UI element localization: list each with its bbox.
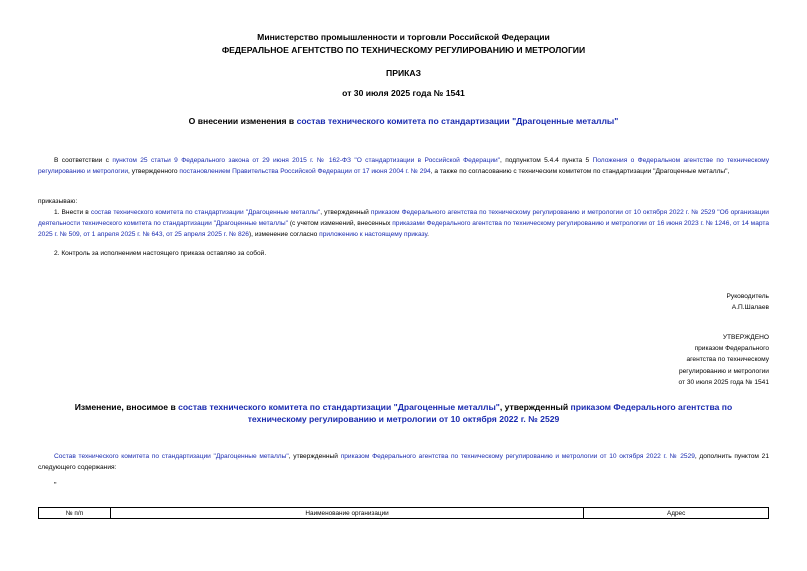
ministry-title: Министерство промышленности и торговли Российской Федерации bbox=[257, 32, 550, 42]
annex-link[interactable]: приложению к настоящему приказу bbox=[319, 231, 428, 239]
annex-title bbox=[60, 402, 747, 425]
amending-orders-link[interactable]: приказами Федерального агентства по техническому регулированию и метрологии от 16 июня 2023 г. № 1246, от 14 марта 2025 г. № 509, от 1 апреля 2025 г. № 643, от 25 апреля 2025 г. № 826 bbox=[38, 220, 769, 239]
quote-mark: " bbox=[54, 482, 57, 489]
document-date-number: от 30 июля 2025 года № 1541 bbox=[342, 88, 465, 98]
p5-order-link[interactable]: приказом Федерального агентства по техническому регулированию и метрологии от 10 октября 2022 г. № 2529 bbox=[340, 453, 695, 460]
p5-composition-link[interactable]: Состав технического комитета по стандартизации "Драгоценные металлы" bbox=[54, 453, 289, 460]
document-type: ПРИКАЗ bbox=[386, 68, 421, 78]
table-header-row bbox=[39, 508, 769, 519]
committee-composition-link[interactable]: состав технического комитета по стандартизации "Драгоценные металлы" bbox=[90, 209, 321, 216]
order-word: приказываю: bbox=[38, 198, 78, 205]
annex-composition-link[interactable]: состав технического комитета по стандартизации "Драгоценные металлы" bbox=[178, 402, 500, 412]
item1-text-1: 1. Внести в bbox=[54, 209, 91, 216]
column-header-organization: Наименование организации bbox=[110, 508, 583, 519]
regulation-link[interactable]: Положения о Федеральном агентстве по техническому регулированию и метрологии bbox=[38, 157, 770, 176]
signer-title: Руководитель bbox=[726, 293, 769, 300]
approval-line-3: агентства по техническому bbox=[686, 356, 769, 364]
item1-text-2: , утвержденный bbox=[320, 209, 371, 216]
order-item-2: 2. Контроль за исполнением настоящего приказа оставляю за собой. bbox=[54, 250, 267, 257]
annex-text-2: , утвержденный bbox=[499, 402, 571, 412]
agency-title: ФЕДЕРАЛЬНОЕ АГЕНТСТВО ПО ТЕХНИЧЕСКОМУ РЕГУЛИРОВАНИЮ И МЕТРОЛОГИИ bbox=[221, 45, 586, 55]
signature-block bbox=[727, 291, 769, 313]
document-subject bbox=[0, 116, 807, 126]
approval-line-5: от 30 июля 2025 года № 1541 bbox=[678, 378, 769, 386]
item1-text-3: (с учетом изменений, внесенных bbox=[287, 220, 393, 228]
preamble-text-4: , а также по согласованию с техническим комитетом по стандартизации "Драгоценные металлы", bbox=[430, 168, 730, 176]
government-decree-link[interactable]: постановлением Правительства Российской Федерации от 17 июня 2004 г. № 294 bbox=[179, 168, 431, 176]
approval-line-1: УТВЕРЖДЕНО bbox=[722, 334, 769, 341]
order-item-1 bbox=[38, 207, 769, 241]
p5-text-1: , утвержденный bbox=[288, 453, 341, 460]
law-link[interactable]: пунктом 25 статьи 9 Федерального закона от 29 июня 2015 г. № 162-ФЗ "О стандартизации в Российской Федерации" bbox=[112, 157, 501, 164]
approval-stamp bbox=[679, 332, 769, 388]
annex-order-link[interactable]: приказом Федерального агентства по техническому регулированию и метрологии от 10 октября 2022 г. № 2529 bbox=[247, 402, 733, 424]
column-header-address: Адрес bbox=[584, 508, 769, 519]
preamble-text-1: В соответствии с bbox=[54, 157, 113, 164]
preamble-paragraph bbox=[38, 155, 769, 177]
subject-prefix: О внесении изменения в bbox=[188, 116, 297, 126]
approval-line-4: регулированию и метрологии bbox=[678, 367, 769, 375]
p5-text-2: , дополнить пунктом 21 следующего содержания: bbox=[38, 453, 769, 472]
preamble-text-3: , утвержденного bbox=[128, 168, 180, 176]
order-2529-link[interactable]: приказом Федерального агентства по техническому регулированию и метрологии от 10 октября 2022 г. № 2529 "Об организации деятельности технического комитета по стандартизации "Драгоценные металлы" bbox=[38, 209, 769, 228]
organizations-table bbox=[38, 507, 769, 519]
annex-paragraph bbox=[38, 451, 769, 473]
preamble-text-2: , подпунктом 5.4.4 пункта 5 bbox=[500, 157, 593, 164]
annex-text-1: Изменение, вносимое в bbox=[74, 402, 179, 412]
item1-text-4: ), изменение согласно bbox=[248, 231, 320, 239]
approval-line-2: приказом Федерального bbox=[694, 345, 769, 353]
subject-link[interactable]: состав технического комитета по стандартизации "Драгоценные металлы" bbox=[296, 116, 619, 126]
signer-name: А.П.Шалаев bbox=[731, 304, 769, 311]
item1-text-5: . bbox=[427, 231, 429, 239]
column-header-number: № п/п bbox=[39, 508, 111, 519]
